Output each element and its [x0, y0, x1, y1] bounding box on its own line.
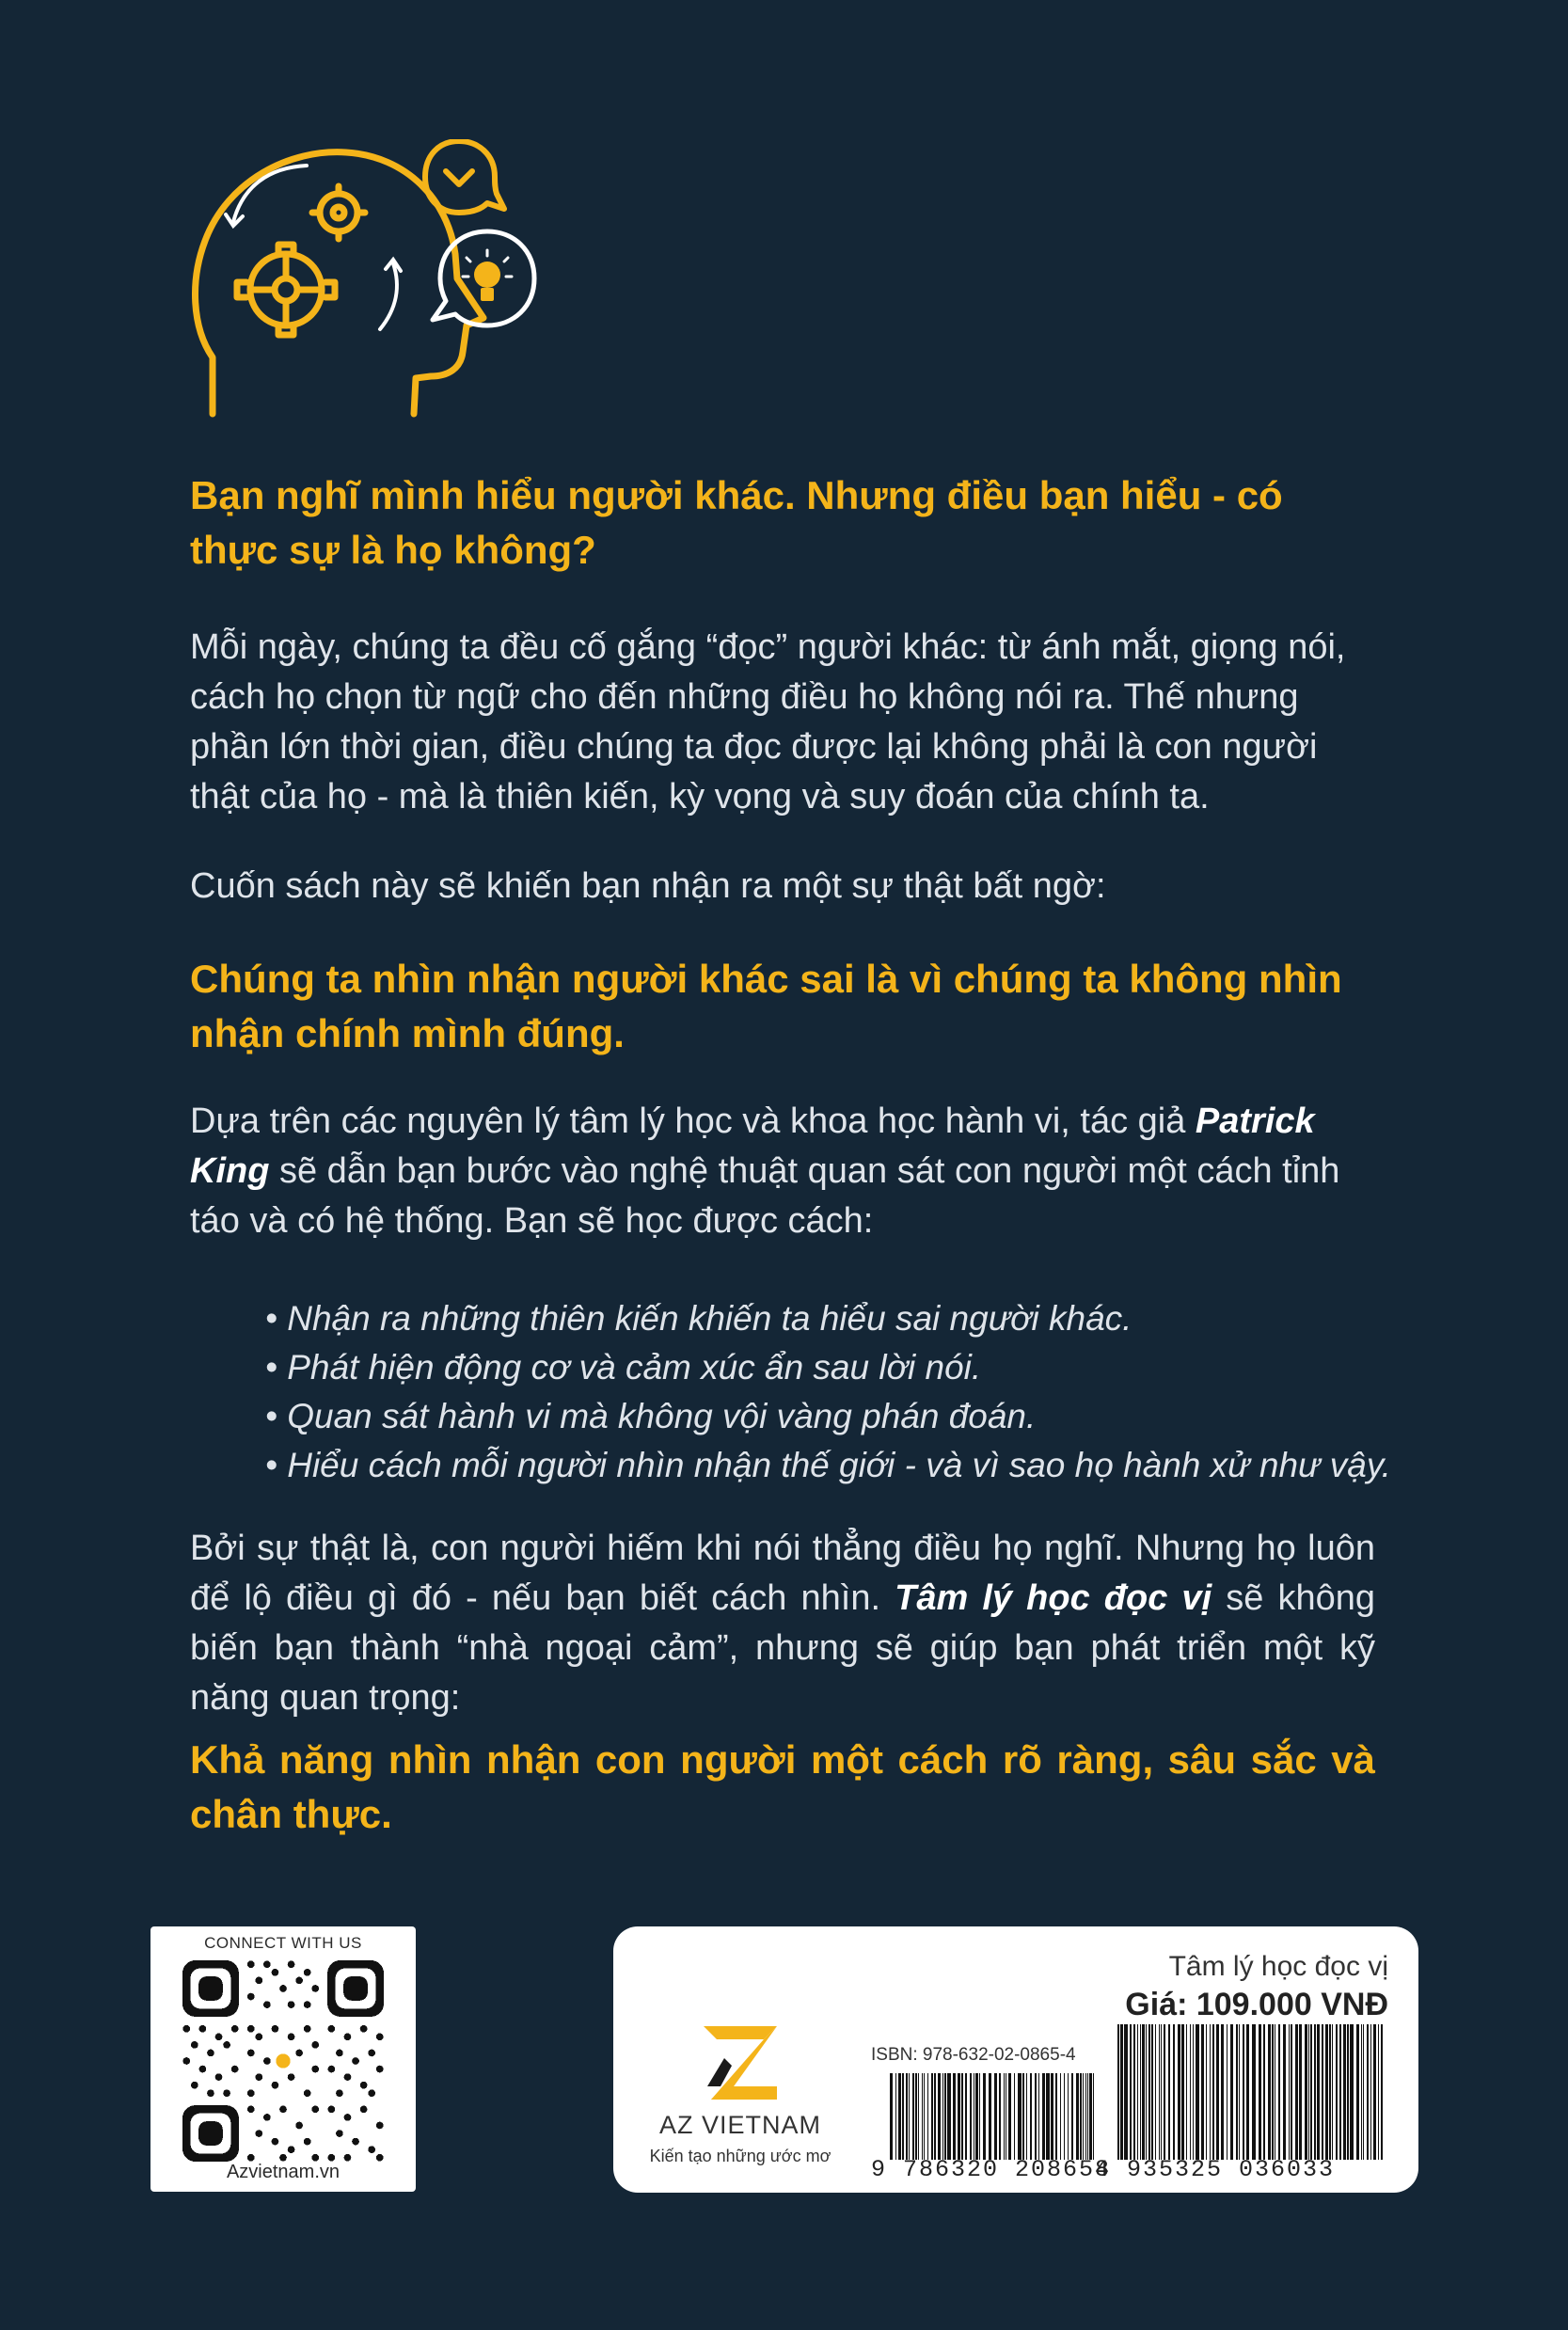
barcode-bar [1186, 2024, 1187, 2160]
barcode-bar [1314, 2024, 1316, 2160]
author-name: Patrick King [190, 1102, 1315, 1191]
barcode-bar [1140, 2024, 1141, 2160]
book-price: Giá: 109.000 VNĐ [1125, 1987, 1388, 2022]
book-title: Tâm lý học đọc vị [1168, 1951, 1388, 1982]
barcode-bar [1117, 2024, 1119, 2160]
barcode-bar [1071, 2073, 1073, 2160]
barcode-bar [924, 2073, 925, 2160]
barcode-bar [1212, 2024, 1214, 2160]
barcode-bar [983, 2073, 986, 2160]
headline-question [190, 468, 1375, 578]
barcode-bar [1055, 2073, 1057, 2160]
isbn-barcode-digits: 9 786320 208654 [871, 2156, 1112, 2183]
intro-paragraph [190, 623, 1375, 822]
barcode-bar [1336, 2024, 1338, 2160]
barcode-bar [927, 2073, 928, 2160]
barcode-bar [1370, 2024, 1371, 2160]
barcode-bar [909, 2073, 910, 2160]
barcode-bar [898, 2073, 901, 2160]
list-item: • Nhận ra những thiên kiến khiến ta hiểu sai người khác. [265, 1299, 1132, 1338]
barcode-bar [1305, 2024, 1307, 2160]
barcode-bar [965, 2073, 967, 2160]
barcode-bar [1196, 2024, 1199, 2160]
barcode-bar [1093, 2073, 1094, 2160]
barcode-bar [1042, 2073, 1045, 2160]
barcode-bar [1159, 2024, 1160, 2160]
list-item: • Quan sát hành vi mà không vội vàng phán đoán. [265, 1397, 1037, 1435]
barcode-bar [915, 2073, 917, 2160]
barcode-bar [890, 2073, 893, 2160]
barcode-bar [1008, 2073, 1011, 2160]
barcode-bar [1373, 2024, 1376, 2160]
intro-paragraph-text: Mỗi ngày, chúng ta đều cố gắng “đọc” người khác: từ ánh mắt, giọng nói, cách họ chọn từ ngữ cho đến những điều họ không nói ra. Thế nhưng phần lớn thời gian, điều chúng ta đọc được lại không phải là con người thật của họ - mà là thiên kiến, kỳ vọng và suy đoán của chính ta. [190, 627, 1346, 816]
barcode-bar [1085, 2073, 1086, 2160]
barcode-bar [1035, 2073, 1037, 2160]
barcode-bar [942, 2073, 943, 2160]
qr-title: CONNECT WITH US [204, 1934, 362, 1952]
barcode-bar [1014, 2073, 1015, 2160]
barcode-bar [1339, 2024, 1341, 2160]
barcode-bar [1068, 2073, 1069, 2160]
barcode-bar [1283, 2024, 1286, 2160]
barcode-bar [1076, 2073, 1079, 2160]
barcode-bar [931, 2073, 933, 2160]
barcode-bar [1363, 2024, 1364, 2160]
barcode-bar [970, 2073, 972, 2160]
barcode-bar [1216, 2024, 1219, 2160]
barcode-bar [1378, 2024, 1379, 2160]
barcode-bar [953, 2073, 956, 2160]
headline-conclusion-text: Khả năng nhìn nhận con người một cách rõ ràng, sâu sắc và chân thực. [190, 1737, 1375, 1836]
barcode-bar [1089, 2073, 1092, 2160]
barcode-bar [938, 2073, 941, 2160]
barcode-bar [1164, 2024, 1165, 2160]
barcode-bar [1310, 2024, 1312, 2160]
barcode-bar [989, 2073, 991, 2160]
barcode-bar [1173, 2024, 1175, 2160]
barcode-bar [944, 2073, 946, 2160]
barcode-bar [1272, 2024, 1274, 2160]
barcode-bar [1130, 2024, 1132, 2160]
barcode-bar [1151, 2024, 1153, 2160]
barcode-bar [1030, 2073, 1032, 2160]
barcode-bar [1278, 2024, 1280, 2160]
barcode-bar [1210, 2024, 1211, 2160]
barcode-bar [975, 2073, 978, 2160]
barcode-bar [994, 2073, 997, 2160]
barcode-bar [1243, 2024, 1244, 2160]
az-vietnam-logo-icon [698, 2021, 783, 2105]
isbn-barcode [888, 2073, 1099, 2160]
ean-barcode-digits: 8 935325 036033 [1095, 2156, 1336, 2183]
barcode-bar [1295, 2024, 1298, 2160]
publisher-slogan: Kiến tạo những ước mơ [649, 2147, 832, 2165]
barcode-bar [1291, 2024, 1292, 2160]
barcode-bar [1289, 2024, 1290, 2160]
barcode-bar [1367, 2024, 1369, 2160]
barcode-bar [1332, 2024, 1333, 2160]
qr-panel [150, 1926, 416, 2192]
barcode-bar [1142, 2024, 1145, 2160]
barcode-bar [1190, 2024, 1191, 2160]
barcode-bar [902, 2073, 904, 2160]
barcode-bar [1087, 2073, 1088, 2160]
barcode-bar [1133, 2024, 1135, 2160]
barcode-bar [1252, 2024, 1256, 2160]
list-item: • Hiểu cách mỗi người nhìn nhận thế giới - và vì sao họ hành xử như vậy. [265, 1446, 1391, 1484]
closing-paragraph-after: sẽ không biến bạn thành “nhà ngoại cảm”, nhưng sẽ giúp bạn phát triển một kỹ năng quan trọng: [190, 1578, 1375, 1718]
skills-list [265, 1294, 1394, 1490]
barcode-bar [1026, 2073, 1027, 2160]
barcode-bar [1268, 2024, 1271, 2160]
qr-code-icon[interactable] [182, 1960, 384, 2162]
barcode-bar [895, 2073, 896, 2160]
barcode-bar [918, 2073, 919, 2160]
barcode-bar [1343, 2024, 1346, 2160]
barcode-bar [1046, 2073, 1050, 2160]
barcode-bar [1329, 2024, 1331, 2160]
barcode-bar [934, 2073, 936, 2160]
barcode-bar [999, 2073, 1001, 2160]
barcode-bar [1146, 2024, 1147, 2160]
barcode-bar [906, 2073, 908, 2160]
barcode-bar [1083, 2073, 1084, 2160]
barcode-bar [1080, 2073, 1082, 2160]
barcode-bar [1051, 2073, 1053, 2160]
book-title-inline: Tâm lý học đọc vị [895, 1578, 1212, 1618]
barcode-bar [1308, 2024, 1309, 2160]
isbn-label: ISBN: 978-632-02-0865-4 [871, 2045, 1076, 2065]
barcode-bar [1178, 2024, 1180, 2160]
headline-conclusion [190, 1733, 1375, 1842]
barcode-bar [1060, 2073, 1061, 2160]
head-gears-icon [184, 139, 570, 421]
barcode-bar [1230, 2024, 1233, 2160]
barcode-bar [1168, 2024, 1170, 2160]
barcode-bar [1361, 2024, 1362, 2160]
barcode-bar [1347, 2024, 1349, 2160]
barcode-bar [1161, 2024, 1162, 2160]
barcode-bar [1322, 2024, 1323, 2160]
author-paragraph-after: sẽ dẫn bạn bước vào nghệ thuật quan sát con người một cách tỉnh táo và có hệ thống. Bạn sẽ học được cách: [190, 1151, 1340, 1241]
barcode-bar [912, 2073, 914, 2160]
barcode-bar [1263, 2024, 1265, 2160]
barcode-bar [922, 2073, 923, 2160]
headline-insight [190, 952, 1375, 1061]
barcode-bar [1381, 2024, 1383, 2160]
barcode-bar [1325, 2024, 1328, 2160]
closing-paragraph [190, 1524, 1375, 1723]
closing-paragraph-before: Bởi sự thật là, con người hiếm khi nói thẳng điều họ nghĩ. Nhưng họ luôn để lộ điều gì đó - nếu bạn biết cách nhìn. [190, 1529, 1375, 1618]
list-item: • Phát hiện động cơ và cảm xúc ẩn sau lời nói. [265, 1348, 982, 1387]
website-url: Azvietnam.vn [226, 2162, 341, 2182]
author-paragraph-before: Dựa trên các nguyên lý tâm lý học và khoa học hành vi, tác giả [190, 1102, 1196, 1141]
barcode-bar [947, 2073, 951, 2160]
barcode-bar [1317, 2024, 1320, 2160]
ean-barcode [1116, 2024, 1388, 2160]
barcode-bar [1155, 2024, 1156, 2160]
barcode-bar [1120, 2024, 1123, 2160]
barcode-bar [1356, 2024, 1359, 2160]
barcode-bar [1236, 2024, 1238, 2160]
barcode-bar [1201, 2024, 1204, 2160]
barcode-bar [1206, 2024, 1207, 2160]
lead-in-paragraph [190, 862, 1375, 911]
barcode-bar [1246, 2024, 1249, 2160]
barcode-bar [1038, 2073, 1039, 2160]
barcode-bar [1221, 2024, 1224, 2160]
barcode-bar [979, 2073, 980, 2160]
barcode-bar [1299, 2024, 1302, 2160]
barcode-bar [1064, 2073, 1065, 2160]
publisher-name: AZ VIETNAM [658, 2111, 821, 2139]
barcode-bar [961, 2073, 963, 2160]
barcode-bar [1239, 2024, 1240, 2160]
barcode-bar [1148, 2024, 1150, 2160]
barcode-bar [1022, 2073, 1024, 2160]
barcode-bar [1350, 2024, 1354, 2160]
author-paragraph [190, 1097, 1375, 1246]
barcode-bar [1124, 2024, 1128, 2160]
barcode-bar [1018, 2073, 1022, 2160]
headline-question-text: Bạn nghĩ mình hiểu người khác. Nhưng điều bạn hiểu - có thực sự là họ không? [190, 473, 1283, 572]
price-barcode-panel [613, 1926, 1418, 2193]
barcode-bar [1181, 2024, 1184, 2160]
barcode-bar [1004, 2073, 1005, 2160]
headline-insight-text: Chúng ta nhìn nhận người khác sai là vì chúng ta không nhìn nhận chính mình đúng. [190, 957, 1342, 1055]
barcode-bar [1259, 2024, 1261, 2160]
barcode-bar [1193, 2024, 1194, 2160]
lead-in-text: Cuốn sách này sẽ khiến bạn nhận ra một sự thật bất ngờ: [190, 866, 1106, 906]
barcode-bar [958, 2073, 960, 2160]
barcode-bar [1137, 2024, 1138, 2160]
